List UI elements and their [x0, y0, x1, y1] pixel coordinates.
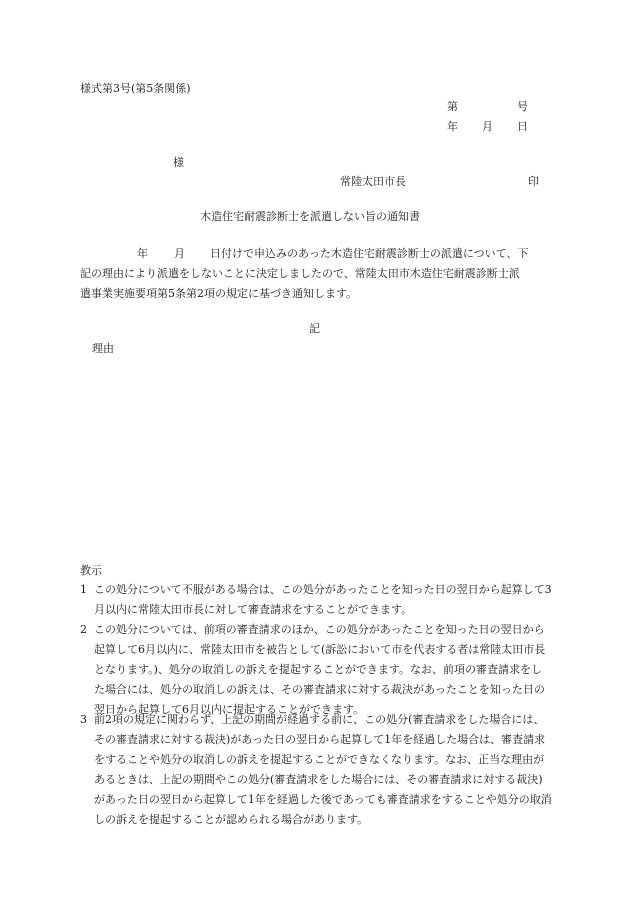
- issuer-seal: 印: [528, 175, 539, 188]
- body-month-label: 月: [174, 247, 185, 260]
- issuer-title: 常陸太田市長: [340, 175, 406, 188]
- date-day: 日: [517, 120, 528, 133]
- date-year: 年: [447, 120, 458, 133]
- instruction-number: 2: [80, 623, 87, 636]
- body-line-3: 遣事業実施要項第5条第2項の規定に基づき通知します。: [80, 287, 358, 300]
- instruction-item: [80, 620, 552, 720]
- document-title: 木造住宅耐震診断士を派遣しない旨の通知書: [200, 210, 420, 223]
- instruction-text: この処分について不服がある場合は、この処分があったことを知った日の翌日から起算して3月以内に常陸太田市長に対して審査請求をすることができます。: [94, 583, 552, 616]
- body-line-2: 記の理由により派遣をしないことに決定しましたので、常陸太田市木造住宅耐震診断士派: [80, 267, 520, 280]
- instruction-text: 前2項の規定に関わらず、上記の期間が経過する前に、この処分(審査請求をした場合には、その審査請求に対する裁決)があった日の翌日から起算して1年を経過した場合は、審査請求をすることや処分の取消しの訴えを提起することができなくなります。なお、正当な理由があるときは、上記の期間やこの処分(審査請求をした場合には、その審査請求に対する裁決)があった日の翌日から起算して1年を経過した後であっても審査請求をすることや処分の取消しの訴えを提起することが認められる場合があります。: [94, 713, 552, 826]
- instruction-item: [80, 580, 552, 620]
- reason-label: 理由: [92, 342, 114, 355]
- instruction-text: この処分については、前項の審査請求のほか、この処分があったことを知った日の翌日から起算して6月以内に、常陸太田市を被告として(訴訟において市を代表する者は常陸太田市長となります。)、処分の取消しの訴えを提起することができます。なお、前項の審査請求をした場合には、処分の取消しの訴えは、その審査請求に対する裁決があったことを知った日の翌日から起算して6月以内に提起することができます。: [94, 623, 546, 716]
- number-prefix: 第: [447, 100, 458, 113]
- body-line-1: 日付けで申込みのあった木造住宅耐震診断士の派遣について、下: [210, 247, 529, 260]
- ki-marker: 記: [309, 322, 320, 335]
- body-year-label: 年: [137, 247, 148, 260]
- instructions-heading: 教示: [80, 564, 102, 577]
- addressee-suffix: 様: [173, 156, 184, 169]
- instruction-item: [80, 710, 552, 830]
- instruction-number: 3: [80, 713, 87, 726]
- form-id: 様式第3号(第5条関係): [80, 82, 191, 95]
- number-suffix: 号: [517, 100, 528, 113]
- instruction-number: 1: [80, 583, 87, 596]
- date-month: 月: [482, 120, 493, 133]
